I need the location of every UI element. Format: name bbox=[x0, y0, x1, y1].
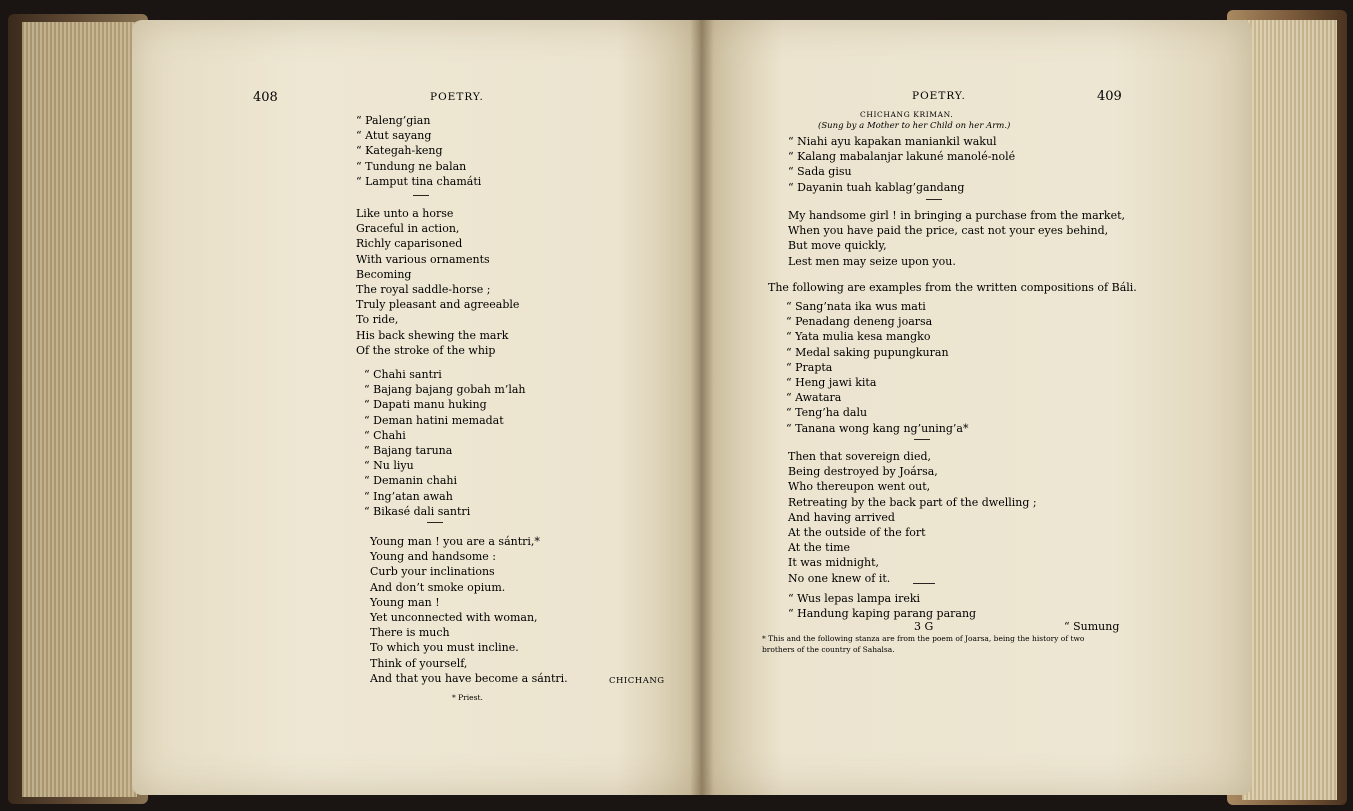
signature-mark: 3 G bbox=[914, 620, 934, 633]
translation-line: There is much bbox=[370, 626, 450, 640]
verse-line: “ Awatara bbox=[786, 391, 842, 405]
verse-line: “ Kategah-keng bbox=[356, 144, 443, 158]
running-head: POETRY. bbox=[912, 90, 966, 102]
poem-stanza-1 bbox=[788, 134, 1015, 195]
translation-line: And that you have become a sántri. bbox=[370, 671, 568, 685]
translation-line: At the time bbox=[788, 541, 851, 555]
section-rule bbox=[913, 583, 935, 584]
translation-line: Lest men may seize upon you. bbox=[788, 254, 956, 268]
translation-line: Being destroyed by Joársa, bbox=[788, 465, 938, 479]
translation-line: Young and handsome : bbox=[370, 550, 496, 564]
poem-stanza-3 bbox=[788, 591, 976, 621]
verse-line: “ Handung kaping parang parang bbox=[788, 607, 977, 621]
translation-line: With various ornaments bbox=[356, 252, 490, 266]
verse-line: “ Lamput tina chamáti bbox=[356, 174, 482, 188]
poem-stanza-1 bbox=[356, 113, 481, 189]
verse-line: “ Chahi santri bbox=[364, 368, 442, 381]
verse-line: “ Bikasé dali santri bbox=[364, 504, 471, 518]
song-subtitle: (Sung by a Mother to her Child on her Arm.) bbox=[818, 121, 1011, 131]
section-rule bbox=[413, 195, 429, 196]
section-rule bbox=[427, 522, 443, 523]
translation-line: To ride, bbox=[356, 313, 399, 327]
poem-stanza-2 bbox=[786, 299, 968, 436]
catchword: “ Sumung bbox=[1064, 620, 1120, 633]
translation-line: But move quickly, bbox=[788, 239, 887, 253]
verse-line: “ Kalang mabalanjar lakuné manolé-nolé bbox=[788, 150, 1016, 164]
verse-line: “ Penadang deneng joarsa bbox=[786, 315, 933, 329]
verse-line: “ Demanin chahi bbox=[364, 474, 458, 488]
poem-stanza-2 bbox=[364, 367, 525, 519]
translation-line: Young man ! bbox=[370, 595, 440, 609]
verse-line: “ Wus lepas lampa ireki bbox=[788, 592, 921, 605]
verse-line: “ Teng’ha dalu bbox=[786, 406, 868, 420]
verse-line: “ Sada gisu bbox=[788, 165, 852, 179]
footnote-line: * This and the following stanza are from the poem of Joarsa, being the history of two bbox=[762, 634, 1085, 643]
translation-line: Yet unconnected with woman, bbox=[370, 611, 538, 625]
verse-line: “ Deman hatini memadat bbox=[364, 413, 504, 427]
translation-line: Becoming bbox=[356, 267, 412, 281]
section-rule bbox=[914, 439, 930, 440]
section-rule bbox=[926, 199, 942, 200]
translation-line: Who thereupon went out, bbox=[788, 480, 931, 494]
song-title: CHICHANG KRIMAN. bbox=[860, 110, 954, 119]
translation-line: Truly pleasant and agreeable bbox=[356, 298, 520, 312]
verse-line: “ Atut sayang bbox=[356, 129, 432, 143]
translation-line: When you have paid the price, cast not your eyes behind, bbox=[788, 224, 1109, 238]
translation-line: Curb your inclinations bbox=[370, 565, 495, 579]
verse-line: “ Tundung ne balan bbox=[356, 159, 467, 173]
translation-line: Richly caparisoned bbox=[356, 237, 463, 251]
verse-line: “ Yata mulia kesa mangko bbox=[786, 330, 931, 344]
verse-line: “ Dayanin tuah kablag’gandang bbox=[788, 180, 965, 194]
translation-line: My handsome girl ! in bringing a purchase from the market, bbox=[788, 209, 1126, 222]
page-number: 409 bbox=[1097, 89, 1122, 104]
page-edges-right bbox=[1242, 20, 1337, 800]
translation-line: Like unto a horse bbox=[356, 207, 454, 220]
translation-line: Retreating by the back part of the dwelling ; bbox=[788, 495, 1037, 509]
verse-line: “ Ing’atan awah bbox=[364, 489, 453, 503]
verse-line: “ Sang’nata ika wus mati bbox=[786, 300, 926, 313]
intro-paragraph: The following are examples from the written compositions of Báli. bbox=[768, 281, 1137, 294]
translation-line: And don’t smoke opium. bbox=[370, 580, 506, 594]
book-gutter bbox=[690, 20, 714, 795]
verse-line: “ Dapati manu huking bbox=[364, 398, 487, 412]
translation-line: No one knew of it. bbox=[788, 571, 891, 585]
verse-line: “ Heng jawi kita bbox=[786, 376, 877, 390]
translation-line: Of the stroke of the whip bbox=[356, 343, 496, 357]
verse-line: “ Prapta bbox=[786, 360, 833, 374]
page-edges-left bbox=[22, 22, 137, 797]
running-head: POETRY. bbox=[430, 91, 484, 103]
translation-line: At the outside of the fort bbox=[788, 526, 926, 540]
translation-2 bbox=[370, 534, 568, 686]
verse-line: “ Bajang taruna bbox=[364, 444, 453, 458]
verse-line: “ Medal saking pupungkuran bbox=[786, 345, 949, 359]
translation-line: It was midnight, bbox=[788, 556, 880, 570]
translation-line: Young man ! you are a sántri,* bbox=[370, 535, 540, 548]
verse-line: “ Chahi bbox=[364, 428, 406, 442]
translation-1 bbox=[356, 206, 519, 358]
translation-line: The royal saddle-horse ; bbox=[356, 283, 491, 297]
verse-line: “ Paleng’gian bbox=[356, 114, 431, 127]
verse-line: “ Niahi ayu kapakan maniankil wakul bbox=[788, 135, 997, 148]
verse-line: “ Tanana wong kang ng’uning’a* bbox=[786, 421, 969, 435]
translation-2 bbox=[788, 449, 1037, 586]
translation-1 bbox=[788, 208, 1125, 269]
page-number: 408 bbox=[253, 90, 278, 105]
translation-line: To which you must incline. bbox=[370, 641, 519, 655]
catchword: CHICHANG bbox=[609, 676, 665, 686]
translation-line: Think of yourself, bbox=[370, 656, 468, 670]
translation-line: And having arrived bbox=[788, 510, 895, 524]
verse-line: “ Nu liyu bbox=[364, 459, 414, 473]
translation-line: Then that sovereign died, bbox=[788, 450, 931, 463]
footnote-line: brothers of the country of Sahalsa. bbox=[762, 645, 895, 654]
translation-line: Graceful in action, bbox=[356, 222, 460, 236]
translation-line: His back shewing the mark bbox=[356, 328, 509, 342]
verse-line: “ Bajang bajang gobah m’lah bbox=[364, 383, 526, 397]
footnote: * Priest. bbox=[452, 693, 483, 702]
